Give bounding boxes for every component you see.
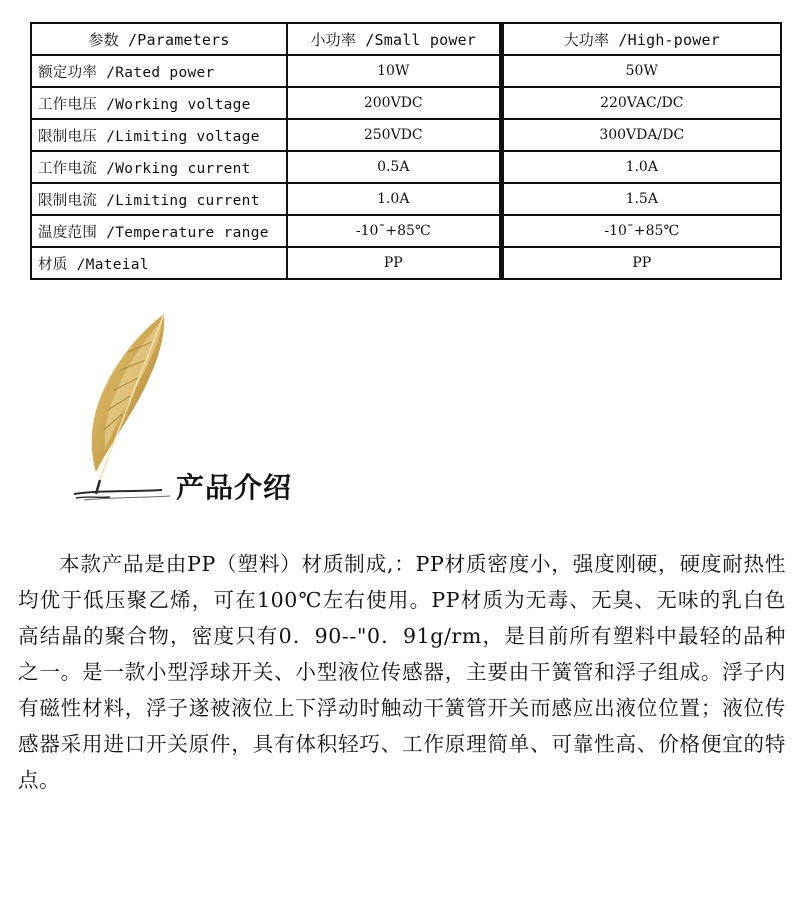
header-parameters: 参数 /Parameters	[31, 23, 287, 55]
table-row	[31, 119, 781, 151]
high-power-cell: 220VAC/DC	[501, 87, 781, 119]
small-power-cell: -10¯+85℃	[287, 215, 501, 247]
param-cell: 温度范围 /Temperature range	[31, 215, 287, 247]
small-power-cell: 250VDC	[287, 119, 501, 151]
spec-table	[30, 22, 782, 280]
high-power-cell: -10¯+85℃	[501, 215, 781, 247]
small-power-cell: 10W	[287, 55, 501, 87]
table-row	[31, 215, 781, 247]
small-power-cell: PP	[287, 247, 501, 279]
high-power-cell: 300VDA/DC	[501, 119, 781, 151]
table-row	[31, 55, 781, 87]
param-cell: 限制电压 /Limiting voltage	[31, 119, 287, 151]
quill-feather-icon	[70, 312, 180, 502]
header-small-power: 小功率 /Small power	[287, 23, 501, 55]
header-high-power: 大功率 /High-power	[501, 23, 781, 55]
section-title: 产品介绍	[176, 471, 293, 504]
small-power-cell: 200VDC	[287, 87, 501, 119]
small-power-cell: 1.0A	[287, 183, 501, 215]
param-cell: 额定功率 /Rated power	[31, 55, 287, 87]
param-cell: 材质 /Mateial	[31, 247, 287, 279]
product-intro-paragraph: 本款产品是由PP（塑料）材质制成,：PP材质密度小，强度刚硬，硬度耐热性均优于低压聚乙烯，可在100℃左右使用。PP材质为无毒、无臭、无味的乳白色高结晶的聚合物，密度只有0．90--"0．91g/rm，是目前所有塑料中最轻的品种之一。是一款小型浮球开关、小型液位传感器，主要由干簧管和浮子组成。浮子内有磁性材料，浮子遂被液位上下浮动时触动干簧管开关而感应出液位位置；液位传感器采用进口开关原件，具有体积轻巧、工作原理简单、可靠性高、价格便宜的特点。	[18, 552, 786, 792]
high-power-cell: 50W	[501, 55, 781, 87]
table-row	[31, 247, 781, 279]
table-header-row	[31, 23, 781, 55]
high-power-cell: PP	[501, 247, 781, 279]
param-cell: 工作电压 /Working voltage	[31, 87, 287, 119]
table-row	[31, 87, 781, 119]
small-power-cell: 0.5A	[287, 151, 501, 183]
high-power-cell: 1.0A	[501, 151, 781, 183]
table-row	[31, 183, 781, 215]
param-cell: 限制电流 /Limiting current	[31, 183, 287, 215]
high-power-cell: 1.5A	[501, 183, 781, 215]
table-row	[31, 151, 781, 183]
param-cell: 工作电流 /Working current	[31, 151, 287, 183]
